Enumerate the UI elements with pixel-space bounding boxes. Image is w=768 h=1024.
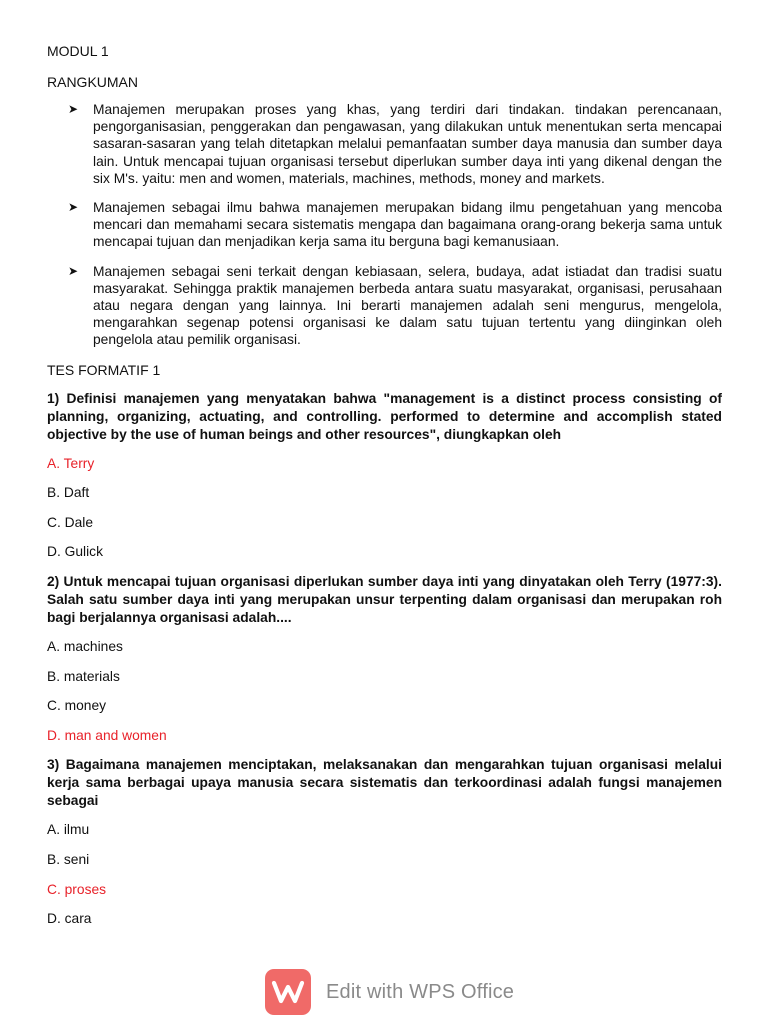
module-title: MODUL 1 — [47, 43, 109, 59]
summary-item — [47, 263, 722, 349]
quiz-heading: TES FORMATIF 1 — [47, 361, 161, 378]
q1-option-d: D. Gulick — [47, 544, 103, 560]
document-page — [47, 42, 722, 940]
summary-heading: RANGKUMAN — [47, 74, 139, 90]
arrow-bullet-icon: ➤ — [68, 102, 79, 116]
summary-item — [47, 101, 722, 187]
q2-option-c: C. money — [47, 698, 107, 714]
wps-office-logo-icon — [265, 969, 311, 1015]
wps-footer-banner[interactable] — [265, 969, 545, 1015]
arrow-bullet-icon: ➤ — [68, 263, 79, 278]
q2-option-b: B. materials — [47, 668, 120, 684]
arrow-bullet-icon: ➤ — [68, 200, 79, 215]
summary-item-text: Manajemen merupakan proses yang khas, yang terdiri dari tindakan. tindakan perencanaan, pengorganisasian, penggerakan dan pengawasan, yang dilakukan untuk menentukan serta mencapai sasaran-sasaran yang telah ditetapkan melalui pemanfaatan sumber daya manusia dan sumber daya lain. Untuk mencapai tujuan organisasi tersebut diperlukan sumber daya inti yang dikenal dengan the six M's. yaitu: men and women, materials, machines, methods, money and markets. — [93, 102, 722, 186]
q3-option-c: C. proses — [47, 881, 107, 897]
q3-option-d: D. cara — [47, 911, 92, 927]
q2-option-d: D. man and women — [47, 727, 167, 743]
question-3: 3) Bagaimana manajemen menciptakan, melaksanakan dan mengarahkan tujuan organisasi melalui kerja sama berbagai upaya manusia secara sistematis dan terkoordinasi adalah fungsi manajemen sebagai — [47, 757, 722, 809]
q3-option-a: A. ilmu — [47, 822, 90, 838]
question-2: 2) Untuk mencapai tujuan organisasi diperlukan sumber daya inti yang dinyatakan oleh Terry (1977:3). Salah satu sumber daya inti yang merupakan unsur terpenting dalam organisasi dan merupakan roh bagi berjalannya organisasi adalah.... — [47, 574, 722, 626]
summary-item-text: Manajemen sebagai seni terkait dengan kebiasaan, selera, budaya, adat istiadat dan tradisi suatu masyarakat. Sehingga praktik manajemen berbeda antara suatu masyarakat, organisasi, perusahaan atau negara dengan yang lainnya. Ini berarti manajemen adalah seni mengurus, mengelola, mengarahkan segenap potensi organisasi ke dalam satu tujuan tertentu yang diinginkan oleh pengelola atau pemilik organisasi. — [93, 263, 722, 348]
q3-option-b: B. seni — [47, 851, 90, 867]
summary-item — [47, 199, 722, 251]
summary-item-text: Manajemen sebagai ilmu bahwa manajemen merupakan bidang ilmu pengetahuan yang mencoba mencari dan memahami secara sistematis mengapa dan bagaimana orang-orang bekerja sama untuk mencapai tujuan dan menjadikan kerja sama itu berguna bagi kemanusiaan. — [93, 200, 722, 250]
wps-w-glyph-icon — [271, 979, 305, 1005]
question-1: 1) Definisi manajemen yang menyatakan bahwa "management is a distinct process consisting of planning, organizing, actuating, and controlling. performed to determine and accomplish stated objective by the use of human beings and other resources", diungkapkan oleh — [47, 390, 722, 442]
summary-list — [47, 101, 722, 349]
q1-option-b: B. Daft — [47, 485, 90, 501]
q1-option-c: C. Dale — [47, 514, 94, 530]
q1-option-a: A. Terry — [47, 455, 95, 471]
q2-option-a: A. machines — [47, 639, 123, 655]
wps-footer-label[interactable]: Edit with WPS Office — [326, 980, 515, 1003]
